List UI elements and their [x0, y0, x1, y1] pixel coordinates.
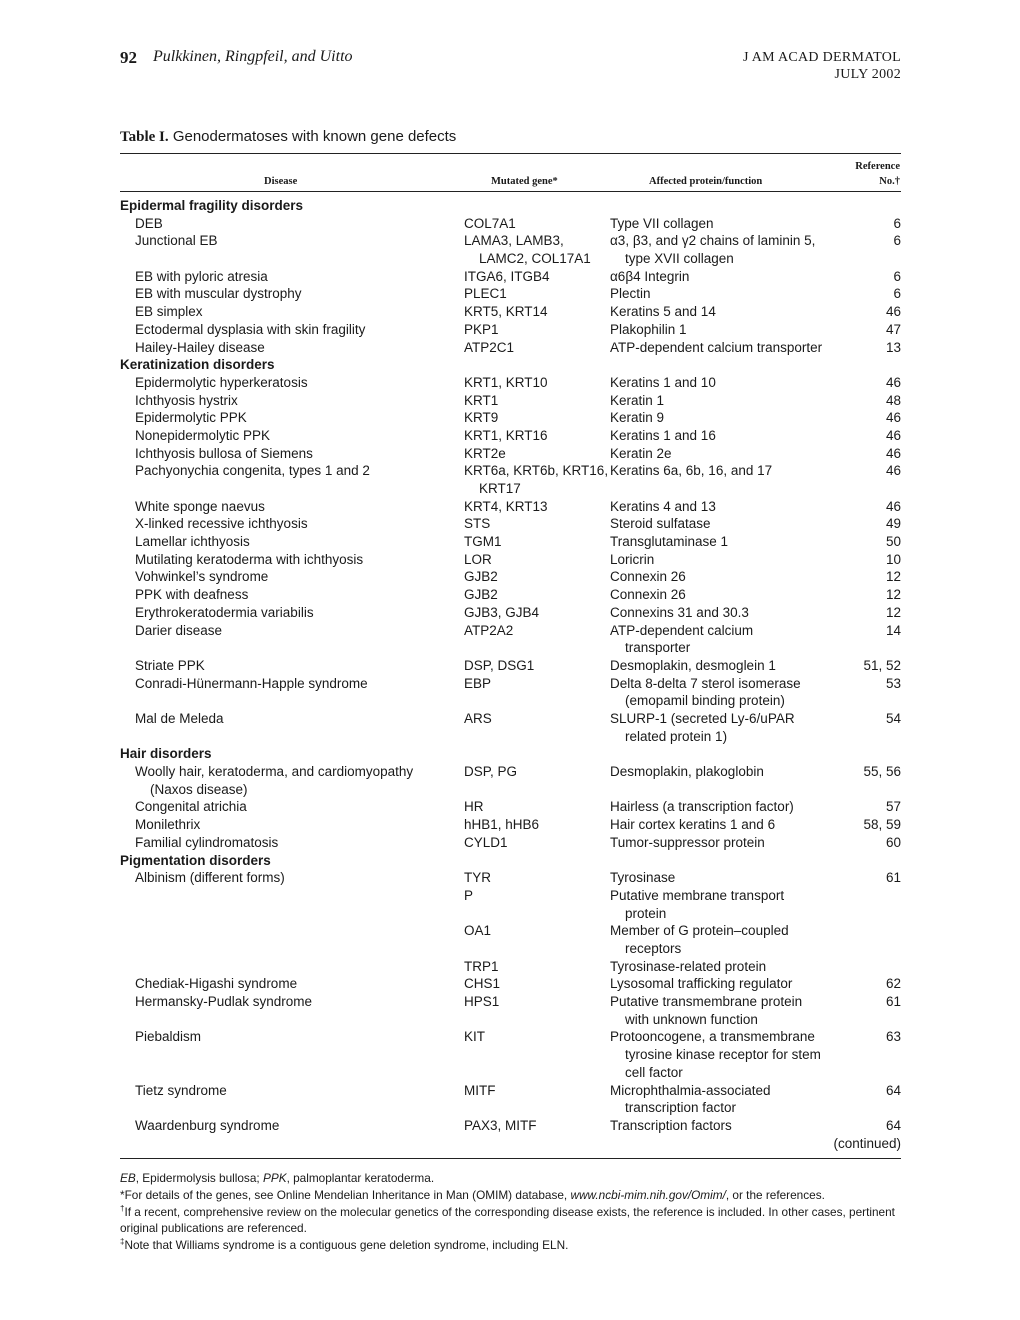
footnote-omim: *For details of the genes, see Online Mendelian Inheritance in Man (OMIM) database, www.ncbi-mim.nih.gov/Omim/, or the references.: [120, 1187, 825, 1202]
gene-cell: LAMA3, LAMB3, LAMC2, COL17A1: [464, 233, 591, 267]
gene-cell: KRT1: [464, 392, 499, 408]
gene-cell: ITGA6, ITGB4: [464, 268, 550, 284]
protein-cell: Connexin 26: [610, 569, 686, 585]
protein-cell: Lysosomal trafficking regulator: [610, 976, 793, 992]
protein-cell: Transglutaminase 1: [610, 534, 729, 550]
reference-cell: 55, 56: [863, 764, 901, 780]
reference-cell: 57: [885, 799, 901, 815]
table-row: [120, 268, 901, 286]
table-row: [120, 710, 901, 745]
table-row: [120, 657, 901, 675]
table-row: [120, 604, 901, 622]
table-bottom-rule: [120, 1158, 901, 1159]
reference-cell: 6: [893, 215, 901, 231]
gene-cell: KRT2e: [464, 445, 506, 461]
table-row: [120, 763, 901, 798]
reference-cell: 12: [885, 604, 901, 620]
reference-cell: 58, 59: [863, 817, 901, 833]
reference-cell: 64: [885, 1117, 901, 1133]
disease-cell: EB with muscular dystrophy: [135, 286, 302, 302]
disease-cell: Woolly hair, keratoderma, and cardiomyopathy (Naxos disease): [135, 764, 414, 797]
gene-cell: TRP1: [464, 958, 499, 974]
reference-cell: 47: [885, 321, 901, 337]
section-title: Pigmentation disorders: [120, 852, 271, 868]
protein-cell: Member of G protein–coupled receptors: [610, 923, 789, 956]
reference-cell: 49: [885, 516, 901, 532]
article-authors: Pulkkinen, Ringpfeil, and Uitto: [153, 48, 353, 65]
reference-cell: 12: [885, 569, 901, 585]
disease-cell: Ichthyosis hystrix: [135, 392, 238, 408]
reference-cell: 60: [885, 834, 901, 850]
disease-cell: Congenital atrichia: [135, 799, 247, 815]
gene-cell: TGM1: [464, 534, 502, 550]
table-row: [120, 374, 901, 392]
gene-cell: KRT6a, KRT6b, KRT16, KRT17: [464, 463, 609, 497]
reference-cell: 46: [885, 304, 901, 320]
table-row: [120, 533, 901, 551]
reference-cell: 63: [885, 1029, 901, 1045]
footnote-review: †If a recent, comprehensive review on the molecular genetics of the corresponding disease exists, the reference is included. In other cases, pertinent original publications are referenced.: [120, 1203, 895, 1236]
reference-cell: 50: [885, 534, 901, 550]
gene-cell: EBP: [464, 675, 492, 691]
gene-cell: DSP, PG: [464, 764, 518, 780]
reference-cell: 61: [885, 870, 901, 886]
column-header-reference: Reference: [855, 161, 900, 172]
reference-cell: 62: [885, 976, 901, 992]
gene-cell: PKP1: [464, 321, 499, 337]
table-row: [120, 215, 901, 233]
table-row: [120, 498, 901, 516]
protein-cell: ATP-dependent calcium transporter: [610, 339, 823, 355]
reference-cell: 48: [885, 392, 901, 408]
disease-cell: Junctional EB: [135, 233, 218, 249]
gene-cell: PLEC1: [464, 286, 507, 302]
table-row: [120, 922, 901, 957]
table-row: [120, 339, 901, 357]
protein-cell: Keratins 4 and 13: [610, 498, 716, 514]
table-row: [120, 427, 901, 445]
issue-date: JULY 2002: [834, 67, 901, 82]
protein-cell: SLURP-1 (secreted Ly-6/uPAR related protein 1): [610, 711, 795, 744]
protein-cell: Loricrin: [610, 551, 655, 567]
disease-cell: Tietz syndrome: [135, 1082, 227, 1098]
table-row: [120, 1082, 901, 1117]
reference-cell: 13: [885, 339, 901, 355]
table-row: [120, 392, 901, 410]
disease-cell: Piebaldism: [135, 1029, 202, 1045]
disease-cell: Albinism (different forms): [135, 870, 285, 886]
protein-cell: Keratins 5 and 14: [610, 304, 716, 320]
section-heading: [120, 745, 901, 763]
reference-cell: 51, 52: [863, 657, 901, 673]
protein-cell: Keratins 1 and 10: [610, 374, 716, 390]
table-row: [120, 303, 901, 321]
protein-cell: α3, β3, and γ2 chains of laminin 5, type XVII collagen: [610, 233, 816, 267]
omim-link[interactable]: www.ncbi-mim.nih.gov/Omim/: [570, 1187, 726, 1202]
table-row: [120, 834, 901, 852]
protein-cell: Keratin 9: [610, 410, 665, 426]
disease-cell: Epidermolytic hyperkeratosis: [135, 374, 308, 390]
gene-cell: GJB3, GJB4: [464, 604, 540, 620]
journal-name: J AM ACAD DERMATOL: [743, 50, 901, 65]
gene-cell: KRT1, KRT16: [464, 427, 548, 443]
table-row: [120, 321, 901, 339]
gene-cell: COL7A1: [464, 215, 516, 231]
gene-cell: hHB1, hHB6: [464, 817, 540, 833]
section-heading: [120, 356, 901, 374]
section-heading: [120, 852, 901, 870]
reference-cell: 10: [885, 551, 901, 567]
reference-cell: 12: [885, 587, 901, 603]
disease-cell: Darier disease: [135, 622, 223, 638]
gene-cell: DSP, DSG1: [464, 657, 535, 673]
table-row: [120, 798, 901, 816]
protein-cell: Microphthalmia-associated transcription factor: [610, 1082, 771, 1116]
gene-cell: GJB2: [464, 569, 498, 585]
reference-cell: 6: [893, 286, 901, 302]
protein-cell: Delta 8-delta 7 sterol isomerase (emopamil binding protein): [610, 675, 801, 709]
reference-cell: 54: [885, 711, 901, 726]
table-top-rule: [120, 153, 901, 154]
reference-cell: 61: [885, 994, 901, 1010]
page-number: 92: [120, 48, 137, 67]
table-row: [120, 1028, 901, 1081]
gene-cell: MITF: [464, 1082, 496, 1098]
gene-cell: OA1: [464, 923, 492, 939]
disease-cell: PPK with deafness: [135, 587, 249, 603]
disease-cell: Familial cylindromatosis: [135, 834, 279, 850]
reference-cell: 14: [885, 622, 901, 638]
table-row: [120, 622, 901, 657]
protein-cell: Keratin 2e: [610, 445, 672, 461]
protein-cell: Tyrosinase-related protein: [610, 958, 767, 974]
table-title: Genodermatoses with known gene defects: [172, 128, 457, 145]
gene-cell: KRT5, KRT14: [464, 304, 548, 320]
running-head: [120, 48, 901, 88]
disease-cell: Striate PPK: [135, 657, 205, 673]
protein-cell: Type VII collagen: [610, 215, 714, 231]
protein-cell: α6β4 Integrin: [610, 268, 690, 284]
disease-cell: EB simplex: [135, 304, 203, 320]
reference-cell: 53: [885, 675, 901, 691]
table-row: [120, 887, 901, 922]
gene-cell: STS: [464, 516, 491, 532]
protein-cell: Keratin 1: [610, 392, 665, 408]
disease-cell: Conradi-Hünermann-Happle syndrome: [135, 675, 368, 691]
gene-cell: HPS1: [464, 994, 500, 1010]
protein-cell: Connexins 31 and 30.3: [610, 604, 749, 620]
table-row: [120, 975, 901, 993]
gene-cell: CYLD1: [464, 834, 508, 850]
disease-cell: Mutilating keratoderma with ichthyosis: [135, 551, 364, 567]
reference-cell: 46: [885, 463, 901, 479]
gene-cell: PAX3, MITF: [464, 1117, 537, 1133]
disease-cell: DEB: [135, 215, 163, 231]
gene-cell: ATP2A2: [464, 622, 514, 638]
protein-cell: Hair cortex keratins 1 and 6: [610, 817, 776, 833]
table-row: [120, 232, 901, 267]
gene-cell: GJB2: [464, 587, 498, 603]
column-header-disease: Disease: [264, 176, 298, 187]
disease-cell: Pachyonychia congenita, types 1 and 2: [135, 463, 370, 479]
reference-cell: 46: [885, 498, 901, 514]
disease-cell: Mal de Meleda: [135, 711, 224, 726]
protein-cell: Protooncogene, a transmembrane tyrosine kinase receptor for stem cell factor: [610, 1029, 821, 1080]
protein-cell: Putative transmembrane protein with unknown function: [610, 994, 803, 1027]
disease-cell: Monilethrix: [135, 817, 201, 833]
gene-cell: ATP2C1: [464, 339, 515, 355]
disease-cell: Nonepidermolytic PPK: [135, 427, 271, 443]
footnote-williams: ‡Note that Williams syndrome is a contiguous gene deletion syndrome, including ELN.: [120, 1237, 569, 1253]
protein-cell: Keratins 1 and 16: [610, 427, 716, 443]
reference-cell: 46: [885, 427, 901, 443]
table-row: [120, 586, 901, 604]
disease-cell: Vohwinkel’s syndrome: [135, 569, 269, 585]
disease-cell: Hailey-Hailey disease: [135, 339, 265, 355]
gene-cell: KIT: [464, 1029, 486, 1045]
table-row: [120, 869, 901, 887]
reference-cell: 64: [885, 1082, 901, 1098]
gene-cell: P: [464, 887, 474, 903]
section-title: Hair disorders: [120, 746, 212, 762]
disease-cell: Waardenburg syndrome: [135, 1117, 280, 1133]
gene-cell: HR: [464, 799, 484, 815]
protein-cell: Tumor-suppressor protein: [610, 834, 765, 850]
disease-cell: Erythrokeratodermia variabilis: [135, 604, 314, 620]
protein-cell: Desmoplakin, desmoglein 1: [610, 657, 776, 673]
protein-cell: Transcription factors: [610, 1117, 732, 1133]
column-header-reference-no: No.†: [879, 176, 900, 187]
continued-note: (continued): [833, 1135, 901, 1151]
table-header-rule: [120, 191, 901, 192]
section-title: Keratinization disorders: [120, 357, 275, 373]
disease-cell: Ichthyosis bullosa of Siemens: [135, 445, 313, 461]
table-row: [120, 551, 901, 569]
reference-cell: 46: [885, 445, 901, 461]
column-header-gene: Mutated gene*: [491, 176, 558, 187]
disease-cell: Hermansky-Pudlak syndrome: [135, 994, 313, 1010]
protein-cell: Steroid sulfatase: [610, 516, 711, 532]
disease-cell: Chediak-Higashi syndrome: [135, 976, 298, 992]
protein-cell: Plectin: [610, 286, 651, 302]
reference-cell: 6: [893, 268, 901, 284]
reference-cell: 46: [885, 410, 901, 426]
disease-cell: Lamellar ichthyosis: [135, 534, 250, 550]
table-row: [120, 958, 901, 976]
table-row: [120, 675, 901, 710]
section-heading: [120, 197, 901, 215]
protein-cell: Connexin 26: [610, 587, 686, 603]
protein-cell: Keratins 6a, 6b, 16, and 17: [610, 463, 773, 479]
protein-cell: Hairless (a transcription factor): [610, 799, 794, 815]
reference-cell: 46: [885, 374, 901, 390]
protein-cell: Putative membrane transport protein: [610, 887, 785, 921]
gene-cell: ARS: [464, 711, 492, 726]
protein-cell: Desmoplakin, plakoglobin: [610, 764, 764, 780]
table-body: [120, 197, 901, 1152]
section-title: Epidermal fragility disorders: [120, 198, 304, 213]
table-row: [120, 445, 901, 463]
table-caption: [120, 128, 456, 146]
gene-cell: KRT4, KRT13: [464, 498, 548, 514]
table-row: [120, 568, 901, 586]
disease-cell: Ectodermal dysplasia with skin fragility: [135, 321, 366, 337]
gene-cell: CHS1: [464, 976, 501, 992]
gene-cell: KRT1, KRT10: [464, 374, 548, 390]
disease-cell: X-linked recessive ichthyosis: [135, 516, 308, 532]
disease-cell: White sponge naevus: [135, 498, 265, 514]
table-row: [120, 409, 901, 427]
table-row: [120, 816, 901, 834]
protein-cell: ATP-dependent calcium transporter: [610, 622, 754, 656]
column-header-protein: Affected protein/function: [649, 176, 763, 187]
protein-cell: Plakophilin 1: [610, 321, 687, 337]
table-label: Table I.: [120, 129, 169, 145]
table-row: [120, 462, 901, 497]
table-footnotes: [120, 1170, 901, 1254]
disease-cell: Epidermolytic PPK: [135, 410, 247, 426]
protein-cell: Tyrosinase: [610, 870, 676, 886]
gene-cell: LOR: [464, 551, 492, 567]
table-row: [120, 515, 901, 533]
table-row: [120, 285, 901, 303]
gene-cell: TYR: [464, 870, 491, 886]
table-row: [120, 993, 901, 1028]
footnote-abbreviations: EB, Epidermolysis bullosa; PPK, palmoplantar keratoderma.: [120, 1171, 435, 1185]
disease-cell: EB with pyloric atresia: [135, 268, 268, 284]
table-row: [120, 1117, 901, 1135]
gene-cell: KRT9: [464, 410, 499, 426]
reference-cell: 6: [893, 233, 901, 249]
